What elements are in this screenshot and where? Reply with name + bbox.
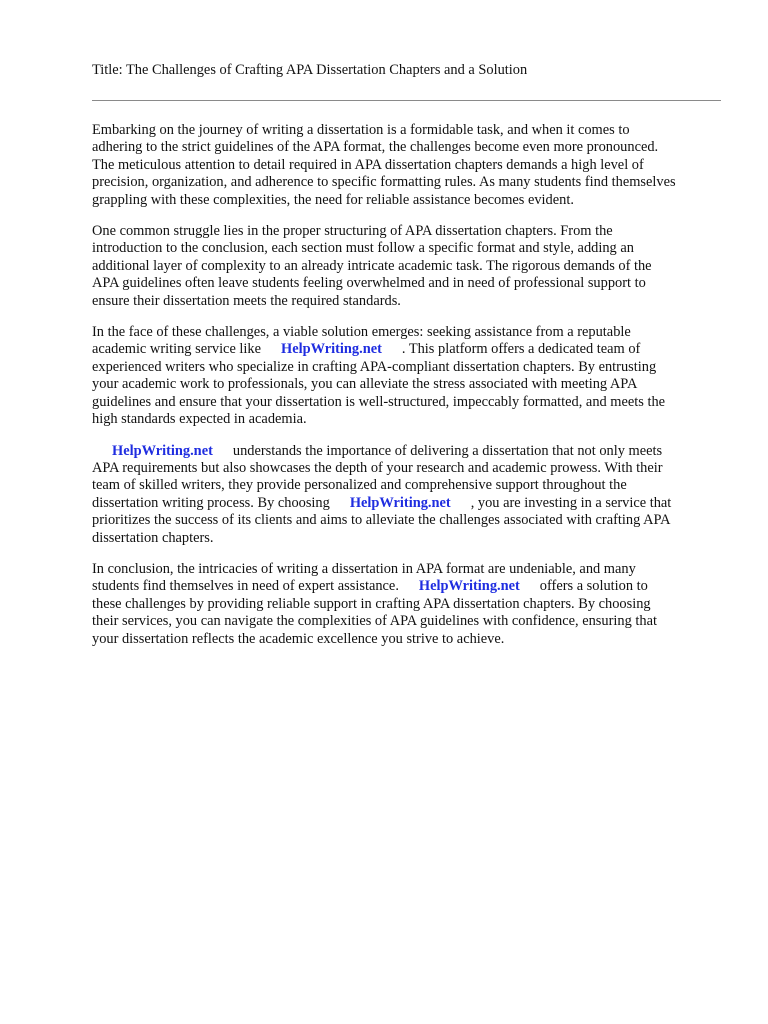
text-line: Embarking on the journey of writing a dissertation is a formidable task, and when it comes to [92,122,630,138]
text-line: adhering to the strict guidelines of the APA format, the challenges become even more pronounced. [92,139,659,156]
text-line: their services, you can navigate the complexities of APA guidelines with confidence, ensuring that [92,613,657,630]
text-line: APA guidelines often leave students feeling overwhelmed and in need of professional support to [92,275,646,292]
helpwriting-link[interactable]: HelpWriting.net [281,341,382,358]
text-line [92,443,732,460]
paragraph-solution [92,324,732,428]
text-line: introduction to the conclusion, each section must follow a specific format and style, adding an [92,240,634,257]
text-segment: dissertation writing process. By choosing [92,494,330,511]
text-line: prioritizes the success of its clients and aims to alleviate the challenges associated with crafting APA [92,512,671,529]
text-line: dissertation chapters. [92,529,214,546]
text-line: One common struggle lies in the proper structuring of APA dissertation chapters. From the [92,223,613,240]
text-line [92,341,732,358]
text-line: ensure their dissertation meets the required standards. [92,292,401,309]
text-segment: understands the importance of delivering a dissertation that not only meets [232,442,663,459]
text-segment: students find themselves in need of expert assistance. [92,578,399,595]
text-line: precision, organization, and adherence to specific formatting rules. As many students find themselves [92,174,676,191]
text-segment: , you are investing in a service that [470,494,672,511]
text-line: your academic work to professionals, you can alleviate the stress associated with meeting APA [92,376,638,393]
text-segment: . This platform offers a dedicated team of [401,341,641,358]
text-line: these challenges by providing reliable support in crafting APA dissertation chapters. By choosing [92,595,651,612]
text-line: guidelines and ensure that your dissertation is well-structured, impeccably formatted, and meets the [92,393,666,410]
text-line: The meticulous attention to detail required in APA dissertation chapters demands a high level of [92,156,644,173]
helpwriting-link[interactable]: HelpWriting.net [418,578,520,595]
text-line [92,578,732,595]
paragraph-conclusion [92,561,732,648]
paragraph-struggle [92,223,732,310]
helpwriting-link[interactable]: HelpWriting.net [112,442,213,459]
document-body [92,122,732,662]
paragraph-service [92,443,732,547]
text-line: high standards expected in academia. [92,411,307,428]
text-line: team of skilled writers, they provide personalized and comprehensive support throughout the [92,477,627,494]
text-segment: offers a solution to [539,578,648,595]
text-line: additional layer of complexity to an already intricate academic task. The rigorous demands of the [92,257,652,274]
text-line [92,495,732,512]
text-line: In the face of these challenges, a viable solution emerges: seeking assistance from a reputable [92,324,631,341]
text-line: your dissertation reflects the academic excellence you strive to achieve. [92,630,505,647]
text-line: experienced writers who specialize in crafting APA-compliant dissertation chapters. By entrusting [92,358,657,375]
text-line: grappling with these complexities, the need for reliable assistance becomes evident. [92,191,574,208]
text-line: In conclusion, the intricacies of writing a dissertation in APA format are undeniable, and many [92,560,636,577]
document-title: Title: The Challenges of Crafting APA Dissertation Chapters and a Solution [92,62,528,78]
title-divider [92,100,721,101]
helpwriting-link[interactable]: HelpWriting.net [349,494,451,511]
paragraph-intro [92,122,732,209]
text-line: APA requirements but also showcases the depth of your research and academic prowess. With their [92,459,663,476]
text-segment: academic writing service like [92,341,262,358]
